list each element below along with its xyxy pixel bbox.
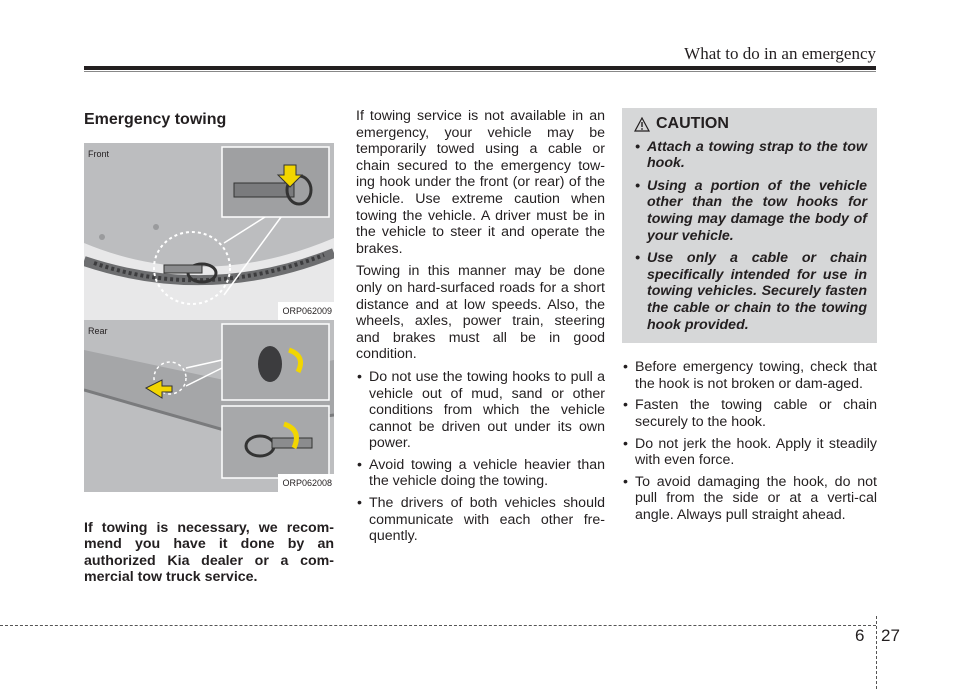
list-item: • Using a portion of the vehicle other than the tow hooks for towing may damage the body of your vehicle. bbox=[634, 178, 867, 244]
list-item: • Attach a towing strap to the tow hook. bbox=[634, 139, 867, 172]
front-figure-code: ORP062009 bbox=[278, 302, 334, 320]
intro-bold-text: If towing is necessary, we recom-mend you have it done by an authorized Kia dealer or a com-mercial tow truck service. bbox=[84, 519, 334, 586]
list-item: • Do not jerk the hook. Apply it steadily with even force. bbox=[622, 436, 877, 469]
front-tow-hook-figure bbox=[84, 143, 334, 320]
towing-bullet-list bbox=[356, 369, 605, 545]
header-rule bbox=[84, 66, 876, 70]
caution-header bbox=[634, 116, 867, 133]
left-column bbox=[84, 108, 334, 586]
right-column bbox=[622, 108, 877, 528]
rear-figure-label: Rear bbox=[88, 325, 108, 336]
page-number: 27 bbox=[881, 626, 900, 645]
list-item: • To avoid damaging the hook, do not pull from the side or at a verti-cal angle. Always pull straight ahead. bbox=[622, 474, 877, 524]
towing-paragraph-1: If towing service is not available in an emergency, your vehicle may be temporarily towed using a cable or chain secured to the emergency tow-ing hook under the front (or rear) of the vehicle. Use extreme caution when towing the vehicle. A driver must be in the vehicle to steer it and operate the brakes. bbox=[356, 108, 605, 257]
footer-rule bbox=[0, 625, 876, 626]
front-bumper-illustration bbox=[84, 143, 334, 320]
list-item: • Use only a cable or chain specifically intended for use in towing vehicles. Securely fasten the cable or chain to the towing hook provided. bbox=[634, 250, 867, 333]
towing-paragraph-2: Towing in this manner may be done only on hard-surfaced roads for a short distance and at low speeds. Also, the wheels, axles, power train, steering and brakes must all be in good condition. bbox=[356, 263, 605, 363]
list-item: • The drivers of both vehicles should communicate with each other fre-quently. bbox=[356, 495, 605, 545]
chapter-number: 6 bbox=[855, 626, 865, 645]
rear-figure-code: ORP062008 bbox=[278, 474, 334, 492]
caution-title: CAUTION bbox=[656, 115, 729, 132]
caution-list bbox=[634, 139, 867, 334]
list-item: • Fasten the towing cable or chain securely to the hook. bbox=[622, 397, 877, 430]
header-title: What to do in an emergency bbox=[684, 44, 876, 63]
caution-box bbox=[622, 108, 877, 343]
list-item: • Do not use the towing hooks to pull a vehicle out of mud, sand or other conditions from which the vehicle cannot be driven out under its own power. bbox=[356, 369, 605, 452]
list-item: • Avoid towing a vehicle heavier than the vehicle doing the towing. bbox=[356, 457, 605, 490]
footer-divider bbox=[876, 616, 877, 689]
procedure-bullet-list bbox=[622, 359, 877, 523]
list-item: • Before emergency towing, check that the hook is not broken or dam-aged. bbox=[622, 359, 877, 392]
section-title: Emergency towing bbox=[84, 111, 227, 128]
header-rule-thin bbox=[84, 71, 876, 72]
front-figure-label: Front bbox=[88, 148, 110, 159]
warning-triangle-icon bbox=[634, 117, 650, 132]
rear-tow-hook-figure bbox=[84, 320, 334, 492]
middle-column bbox=[356, 108, 605, 550]
rear-bumper-illustration bbox=[84, 320, 334, 492]
